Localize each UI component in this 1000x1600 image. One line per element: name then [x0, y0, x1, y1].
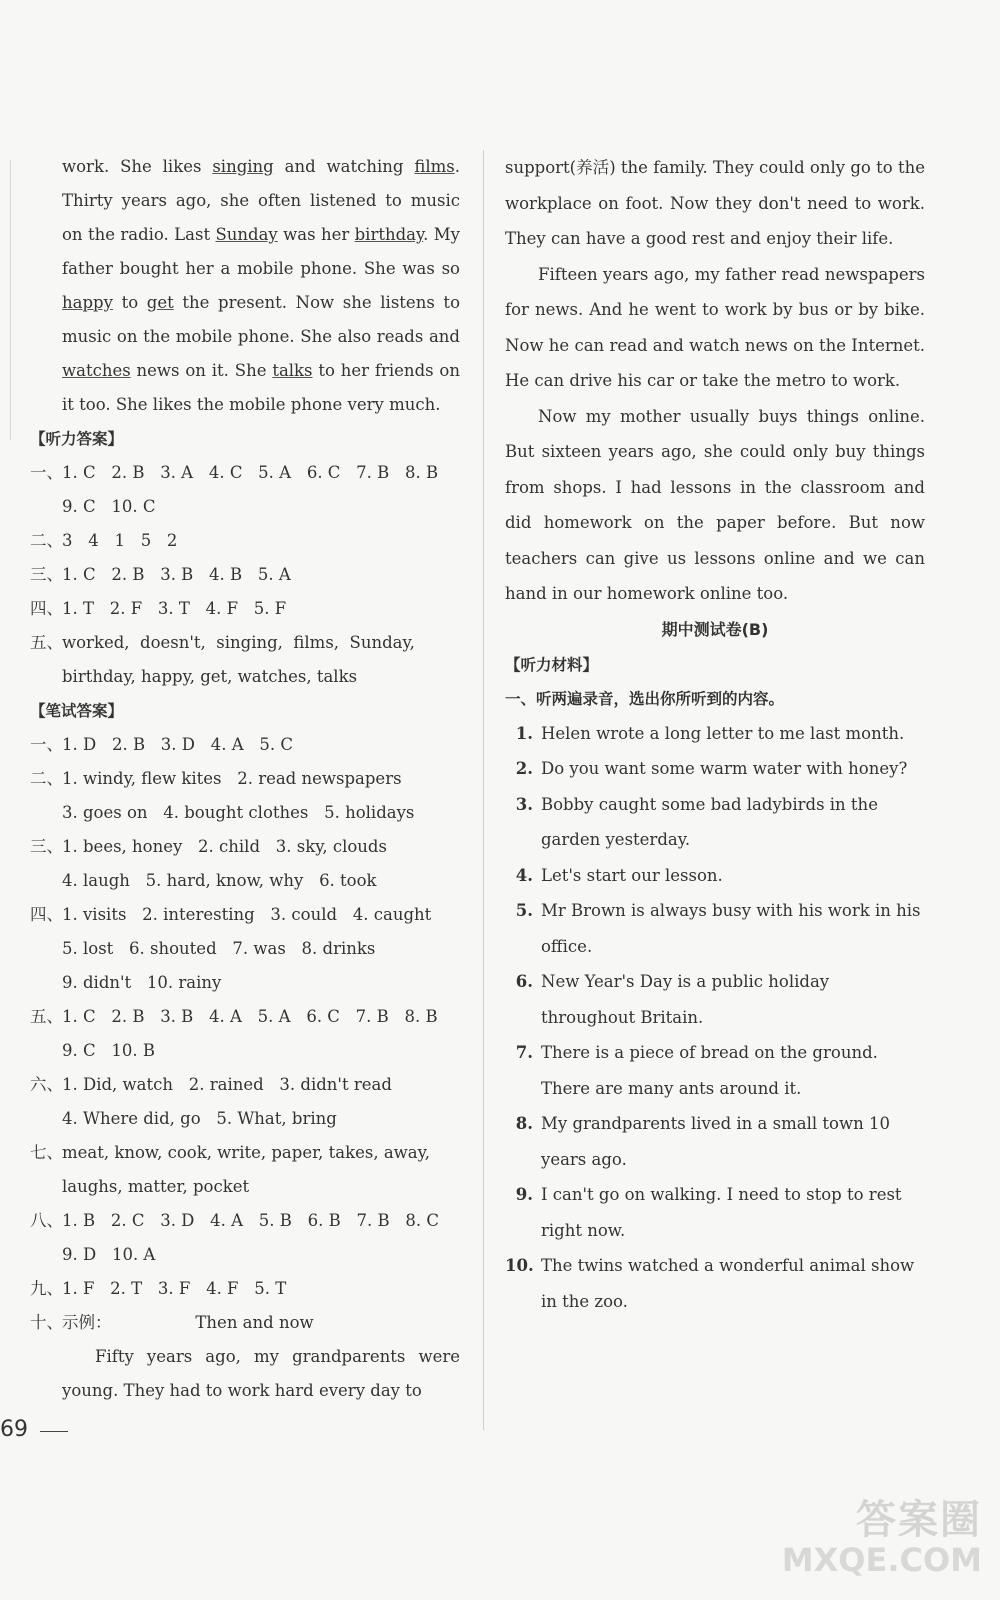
written-line — [30, 1136, 460, 1170]
item-number: 1. — [515, 723, 533, 743]
page-number-rule — [40, 1431, 68, 1432]
written-section-marker: 六、 — [30, 1075, 63, 1094]
listening-line — [30, 558, 460, 592]
written-line — [30, 1306, 460, 1340]
item-text: Bobby caught some bad ladybirds in the garden yesterday. — [541, 794, 878, 849]
written-answers-text: 9. didn't 10. rainy — [62, 973, 222, 992]
essay-paragraph-2: Fifteen years ago, my father read newspapers for news. And he went to work by bus or by bike. Now he can read and watch news on the Internet. He can drive his car or take the metro to work. — [505, 264, 925, 390]
left-margin-rule — [10, 160, 11, 440]
item-number: 4. — [515, 865, 533, 885]
listening-items — [505, 716, 925, 1320]
page-number: 69 — [0, 1417, 28, 1442]
test-title: 期中测试卷(B) — [661, 619, 769, 639]
written-line — [30, 1204, 460, 1238]
listening-item — [505, 1177, 925, 1248]
listening-line — [30, 524, 460, 558]
written-line — [30, 1272, 460, 1306]
item-number: 2. — [515, 759, 533, 778]
written-section-marker: 三、 — [30, 837, 63, 856]
written-section-marker: 二、 — [30, 769, 63, 788]
written-section-marker: 九、 — [30, 1279, 63, 1298]
written-line — [30, 830, 460, 864]
listening-item — [505, 858, 925, 894]
written-answers — [30, 728, 460, 1340]
written-line — [30, 1102, 460, 1136]
written-line — [30, 728, 460, 762]
item-number: 10. — [505, 1256, 534, 1275]
written-answers-text: 9. D 10. A — [62, 1245, 156, 1264]
written-answers-text: 1. B 2. C 3. D 4. A 5. B 6. B 7. B 8. C — [62, 1211, 439, 1230]
listening-line — [30, 626, 460, 660]
item-text: Let's start our lesson. — [541, 865, 723, 885]
written-answers-title: 【笔试答案】 — [30, 702, 124, 720]
column-divider — [483, 150, 484, 1430]
written-line — [30, 796, 460, 830]
written-answers-text: 1. D 2. B 3. D 4. A 5. C — [62, 735, 293, 754]
written-line — [30, 898, 460, 932]
written-section-marker: 一、 — [30, 735, 63, 754]
item-text: Do you want some warm water with honey? — [541, 759, 908, 778]
listening-section-marker: 四、 — [30, 599, 63, 618]
written-line — [30, 1170, 460, 1204]
listening-item — [505, 893, 925, 964]
watermark-en: MXQE.COM — [781, 1541, 982, 1579]
written-line — [30, 966, 460, 1000]
section-one-instruction: 一、听两遍录音，选出你所听到的内容。 — [505, 689, 785, 708]
essay-paragraph: work. She likes singing and watching films. Thirty years ago, she often listened to music on the radio. Last Sunday was her birthday. My father bought her a mobile phone. She was so happy to get the present. Now she listens to music on the mobile phone. She also reads and watches news on it. She talks to her friends on it too. She likes the mobile phone very much. — [62, 157, 460, 414]
left-column — [30, 150, 460, 1408]
listening-line — [30, 592, 460, 626]
written-answers-text: 1. bees, honey 2. child 3. sky, clouds — [62, 837, 387, 856]
item-number: 8. — [515, 1114, 533, 1133]
written-answers-text: 1. windy, flew kites 2. read newspapers — [62, 769, 402, 788]
listening-section-marker: 五、 — [30, 633, 63, 652]
written-section-marker: 五、 — [30, 1007, 63, 1026]
listening-line — [30, 456, 460, 490]
listening-answers-title: 【听力答案】 — [30, 430, 124, 448]
written-line — [30, 762, 460, 796]
written-section-marker: 十、 — [30, 1313, 63, 1332]
essay-paragraph-3: Now my mother usually buys things online. But sixteen years ago, she could only buy things from shops. I had lessons in the classroom and did homework on the paper before. But now teachers can give us lessons online and we can hand in our homework online too. — [505, 406, 925, 603]
written-answers-text: 9. C 10. B — [62, 1041, 155, 1060]
written-answers-text: 5. lost 6. shouted 7. was 8. drinks — [62, 939, 376, 958]
listening-section-marker: 二、 — [30, 531, 63, 550]
written-line — [30, 1238, 460, 1272]
written-answers-text: meat, know, cook, write, paper, takes, away, — [62, 1143, 431, 1162]
item-number: 9. — [515, 1185, 533, 1204]
item-text: The twins watched a wonderful animal show in the zoo. — [541, 1256, 915, 1311]
essay-then-and-now: Fifty years ago, my grandparents were young. They had to work hard every day to — [62, 1347, 460, 1400]
item-text: New Year's Day is a public holiday throughout Britain. — [541, 972, 830, 1027]
item-text: Helen wrote a long letter to me last month. — [541, 723, 905, 743]
written-line — [30, 1068, 460, 1102]
item-number: 5. — [515, 901, 533, 920]
listening-line — [30, 660, 460, 694]
written-answers-text: 3. goes on 4. bought clothes 5. holidays — [62, 803, 415, 822]
listening-section-marker: 一、 — [30, 463, 63, 482]
watermark-cn: 答案圈 — [856, 1497, 982, 1543]
written-answers-text: 4. Where did, go 5. What, bring — [62, 1109, 337, 1128]
listening-line — [30, 490, 460, 524]
item-text: There is a piece of bread on the ground. There are many ants around it. — [541, 1043, 878, 1098]
written-section-marker: 八、 — [30, 1211, 63, 1230]
item-text: My grandparents lived in a small town 10 years ago. — [541, 1114, 890, 1169]
listening-section-marker: 三、 — [30, 565, 63, 584]
item-text: Mr Brown is always busy with his work in his office. — [541, 901, 921, 956]
written-answers-text: 4. laugh 5. hard, know, why 6. took — [62, 871, 377, 890]
written-section-marker: 七、 — [30, 1143, 63, 1162]
written-answers-text: 1. F 2. T 3. F 4. F 5. T — [62, 1279, 287, 1298]
listening-item — [505, 964, 925, 1035]
written-answers-text: 示例： Then and now — [62, 1313, 314, 1332]
written-answers-text: laughs, matter, pocket — [62, 1177, 250, 1196]
item-number: 3. — [515, 794, 533, 814]
written-line — [30, 864, 460, 898]
essay-paragraph-1: support(养活) the family. They could only go to the workplace on foot. Now they don't need to work. They can have a good rest and enjoy their life. — [505, 158, 925, 248]
listening-item — [505, 1248, 925, 1319]
right-column — [505, 150, 925, 1319]
listening-item — [505, 787, 925, 858]
item-number: 7. — [515, 1043, 533, 1062]
written-section-marker: 四、 — [30, 905, 63, 924]
written-line — [30, 932, 460, 966]
listening-answers-text: 1. C 2. B 3. B 4. B 5. A — [62, 565, 291, 584]
listening-answers-text: birthday, happy, get, watches, talks — [62, 667, 358, 686]
listening-answers-text: 1. T 2. F 3. T 4. F 5. F — [62, 599, 287, 618]
listening-answers — [30, 456, 460, 694]
listening-answers-text: 3 4 1 5 2 — [62, 531, 178, 550]
listening-answers-text: 9. C 10. C — [62, 497, 156, 516]
item-text: I can't go on walking. I need to stop to rest right now. — [541, 1185, 902, 1240]
written-answers-text: 1. Did, watch 2. rained 3. didn't read — [62, 1075, 392, 1094]
listening-item — [505, 1106, 925, 1177]
written-line — [30, 1034, 460, 1068]
watermark — [782, 1488, 982, 1579]
written-answers-text: 1. visits 2. interesting 3. could 4. caught — [62, 905, 432, 924]
item-number: 6. — [515, 972, 533, 991]
listening-answers-text: 1. C 2. B 3. A 4. C 5. A 6. C 7. B 8. B — [62, 463, 439, 482]
listening-item — [505, 751, 925, 787]
listening-item — [505, 1035, 925, 1106]
listening-material-title: 【听力材料】 — [505, 655, 599, 674]
written-answers-text: 1. C 2. B 3. B 4. A 5. A 6. C 7. B 8. B — [62, 1007, 438, 1026]
listening-answers-text: worked, doesn't, singing, films, Sunday, — [62, 633, 415, 652]
listening-item — [505, 716, 925, 752]
written-line — [30, 1000, 460, 1034]
